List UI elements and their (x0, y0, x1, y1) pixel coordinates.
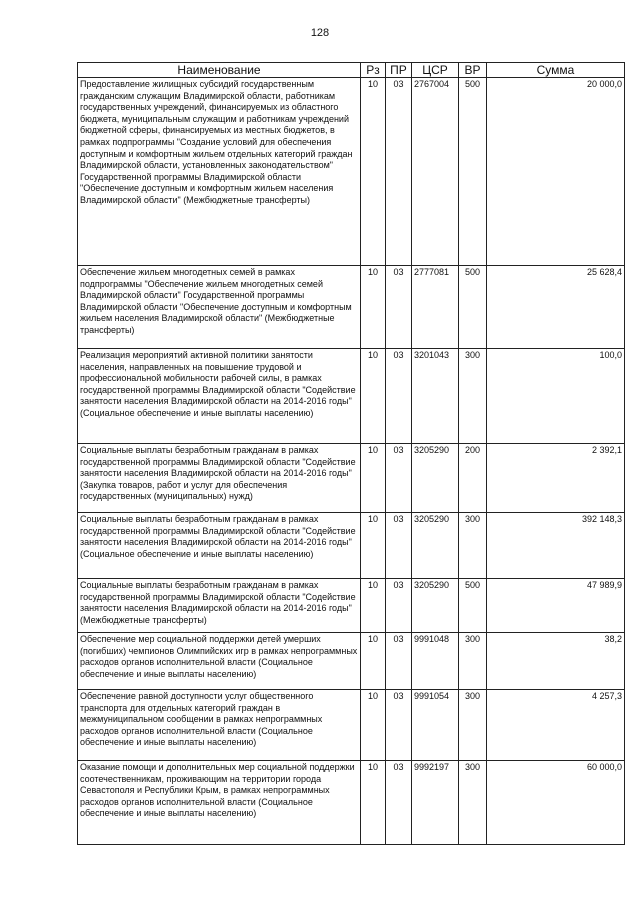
cell-vr: 300 (459, 349, 487, 444)
cell-name: Реализация мероприятий активной политики занятости населения, направленных на повышение трудовой и профессиональной мобильности рабочей силы, в рамках государственной программы Владимирской области "Содействие занятости населения Владимирской области на 2014-2016 годы" (Социальное обеспечение и иные выплаты населению) (78, 349, 361, 444)
table-row (78, 444, 625, 513)
cell-csr: 2777081 (412, 266, 459, 349)
cell-vr: 500 (459, 579, 487, 633)
cell-sum: 60 000,0 (487, 761, 625, 845)
cell-name: Социальные выплаты безработным гражданам в рамках государственной программы Владимирской области "Содействие занятости населения Владимирской области на 2014-2016 годы" (Социальное обеспечение и иные выплаты населению) (78, 513, 361, 579)
cell-csr: 2767004 (412, 78, 459, 266)
cell-sum: 20 000,0 (487, 78, 625, 266)
header-name: Наименование (78, 63, 361, 78)
cell-pr: 03 (386, 761, 412, 845)
cell-rz: 10 (361, 266, 386, 349)
cell-pr: 03 (386, 266, 412, 349)
cell-sum: 4 257,3 (487, 690, 625, 761)
cell-vr: 300 (459, 633, 487, 690)
cell-csr: 9991048 (412, 633, 459, 690)
cell-sum: 392 148,3 (487, 513, 625, 579)
cell-rz: 10 (361, 78, 386, 266)
cell-vr: 300 (459, 513, 487, 579)
header-rz: Рз (361, 63, 386, 78)
cell-name: Обеспечение равной доступности услуг общественного транспорта для отдельных категорий граждан в межмуниципальном сообщении в рамках непрограммных расходов органов исполнительной власти (Социальное обеспечение и иные выплаты населению) (78, 690, 361, 761)
cell-csr: 3201043 (412, 349, 459, 444)
cell-pr: 03 (386, 513, 412, 579)
cell-rz: 10 (361, 690, 386, 761)
cell-pr: 03 (386, 690, 412, 761)
cell-rz: 10 (361, 349, 386, 444)
cell-csr: 3205290 (412, 444, 459, 513)
cell-vr: 300 (459, 690, 487, 761)
cell-csr: 3205290 (412, 513, 459, 579)
cell-vr: 500 (459, 266, 487, 349)
table-header-row (78, 63, 625, 78)
header-sum: Сумма (487, 63, 625, 78)
cell-sum: 47 989,9 (487, 579, 625, 633)
cell-pr: 03 (386, 444, 412, 513)
table-row (78, 579, 625, 633)
cell-name: Обеспечение мер социальной поддержки детей умерших (погибших) чемпионов Олимпийских игр в рамках непрограммных расходов органов исполнительной власти (Социальное обеспечение и иные выплаты населению) (78, 633, 361, 690)
table-row (78, 690, 625, 761)
header-csr: ЦСР (412, 63, 459, 78)
cell-name: Обеспечение жильем многодетных семей в рамках подпрограммы "Обеспечение жильем многодетных семей Владимирской области" Государственной программы Владимирской области "Обеспечение доступным и комфортным жильем населения Владимирской области" (Межбюджетные трансферты) (78, 266, 361, 349)
cell-sum: 38,2 (487, 633, 625, 690)
table-row (78, 266, 625, 349)
cell-name: Предоставление жилищных субсидий государственным гражданским служащим Владимирской области, работникам государственных учреждений, финансируемых из областного бюджета, муниципальным служащим и работникам учреждений бюджетной сферы, финансируемых из местных бюджетов, в рамках подпрограммы "Создание условий для обеспечения доступным и комфортным жильем отдельных категорий граждан Владимирской области, установленных законодательством" Государственной программы Владимирской области "Обеспечение доступным и комфортным жильем населения Владимирской области" (Межбюджетные трансферты) (78, 78, 361, 266)
cell-name: Социальные выплаты безработным гражданам в рамках государственной программы Владимирской области "Содействие занятости населения Владимирской области на 2014-2016 годы" (Закупка товаров, работ и услуг для обеспечения государственных (муниципальных) нужд) (78, 444, 361, 513)
cell-pr: 03 (386, 579, 412, 633)
header-pr: ПР (386, 63, 412, 78)
cell-rz: 10 (361, 761, 386, 845)
table-row (78, 761, 625, 845)
header-vr: ВР (459, 63, 487, 78)
cell-pr: 03 (386, 349, 412, 444)
table-row (78, 78, 625, 266)
budget-table (77, 62, 625, 845)
cell-name: Оказание помощи и дополнительных мер социальной поддержки соотечественникам, проживающим на территории города Севастополя и Республики Крым, в рамках непрограммных расходов органов исполнительной власти (Социальное обеспечение и иные выплаты населению) (78, 761, 361, 845)
cell-csr: 9992197 (412, 761, 459, 845)
cell-sum: 25 628,4 (487, 266, 625, 349)
cell-vr: 500 (459, 78, 487, 266)
table-row (78, 513, 625, 579)
cell-sum: 2 392,1 (487, 444, 625, 513)
cell-pr: 03 (386, 633, 412, 690)
cell-vr: 300 (459, 761, 487, 845)
cell-rz: 10 (361, 633, 386, 690)
cell-name: Социальные выплаты безработным гражданам в рамках государственной программы Владимирской области "Содействие занятости населения Владимирской области на 2014-2016 годы" (Межбюджетные трансферты) (78, 579, 361, 633)
cell-rz: 10 (361, 579, 386, 633)
cell-csr: 9991054 (412, 690, 459, 761)
table-row (78, 349, 625, 444)
cell-pr: 03 (386, 78, 412, 266)
table-row (78, 633, 625, 690)
cell-csr: 3205290 (412, 579, 459, 633)
cell-rz: 10 (361, 513, 386, 579)
cell-vr: 200 (459, 444, 487, 513)
page-number: 128 (310, 27, 330, 39)
cell-rz: 10 (361, 444, 386, 513)
cell-sum: 100,0 (487, 349, 625, 444)
